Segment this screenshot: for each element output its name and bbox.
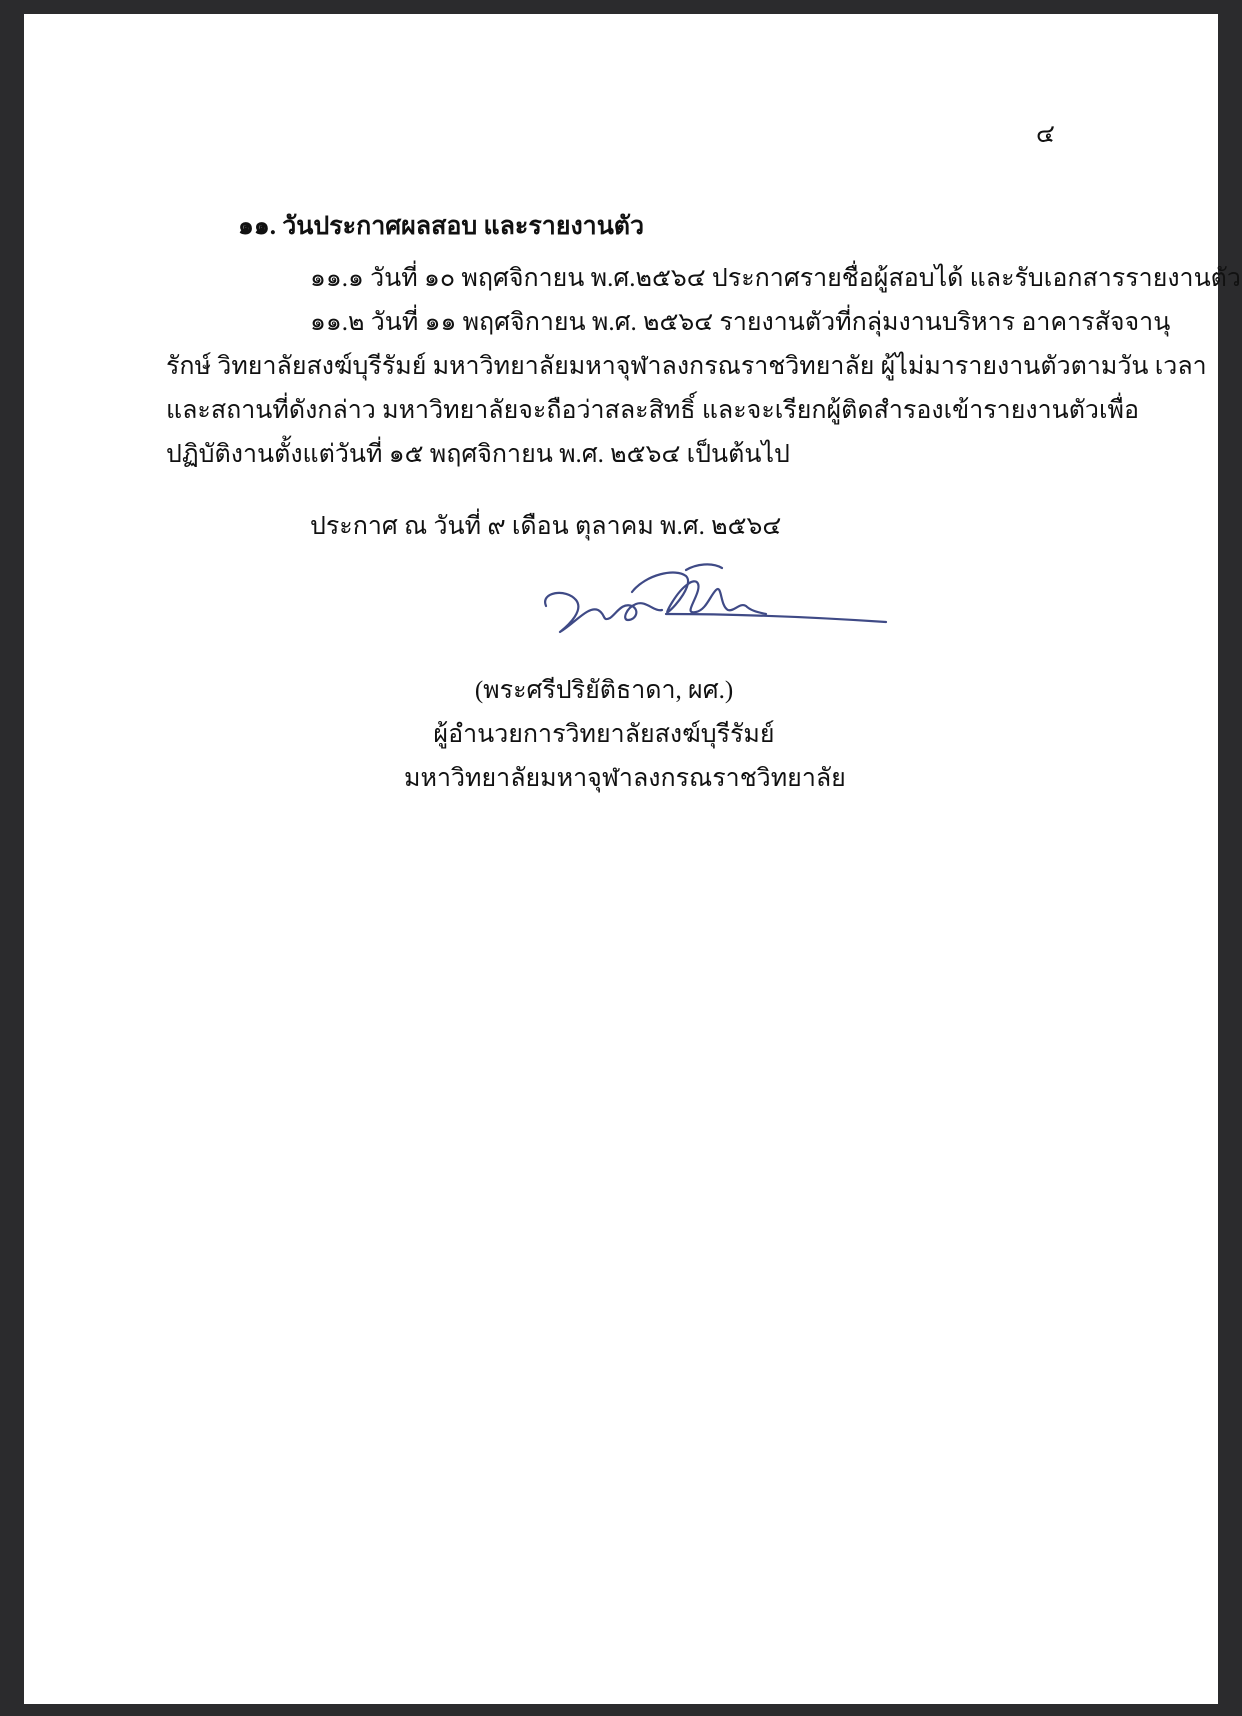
paragraph-11-2-line-2: รักษ์ วิทยาลัยสงฆ์บุรีรัมย์ มหาวิทยาลัยมหาจุฬาลงกรณราชวิทยาลัย ผู้ไม่มารายงานตัวตามวัน เวลา (166, 353, 1207, 380)
paragraph-11-2-line-3: และสถานที่ดังกล่าว มหาวิทยาลัยจะถือว่าสละสิทธิ์ และจะเรียกผู้ติดสำรองเข้ารายงานตัวเพื่อ (166, 397, 1140, 424)
document-page (24, 14, 1241, 1704)
signature-image (536, 562, 892, 652)
signer-organization: มหาวิทยาลัยมหาจุฬาลงกรณราชวิทยาลัย (404, 765, 846, 792)
announcement-date: ประกาศ ณ วันที่ ๙ เดือน ตุลาคม พ.ศ. ๒๕๖๔ (310, 513, 782, 540)
paragraph-11-1: ๑๑.๑ วันที่ ๑๐ พฤศจิกายน พ.ศ.๒๕๖๔ ประกาศรายชื่อผู้สอบได้ และรับเอกสารรายงานตัว (310, 265, 1241, 292)
paragraph-11-2-line-4: ปฏิบัติงานตั้งแต่วันที่ ๑๕ พฤศจิกายน พ.ศ. ๒๕๖๔ เป็นต้นไป (166, 441, 790, 468)
signer-position: ผู้อำนวยการวิทยาลัยสงฆ์บุรีรัมย์ (433, 721, 775, 748)
signer-name: (พระศรีปริยัติธาดา, ผศ.) (474, 677, 734, 704)
section-heading: ๑๑. วันประกาศผลสอบ และรายงานตัว (238, 213, 645, 240)
paragraph-11-2-line-1: ๑๑.๒ วันที่ ๑๑ พฤศจิกายน พ.ศ. ๒๕๖๔ รายงานตัวที่กลุ่มงานบริหาร อาคารสัจจานุ (310, 309, 1171, 336)
page-number: ๔ (1036, 121, 1055, 148)
